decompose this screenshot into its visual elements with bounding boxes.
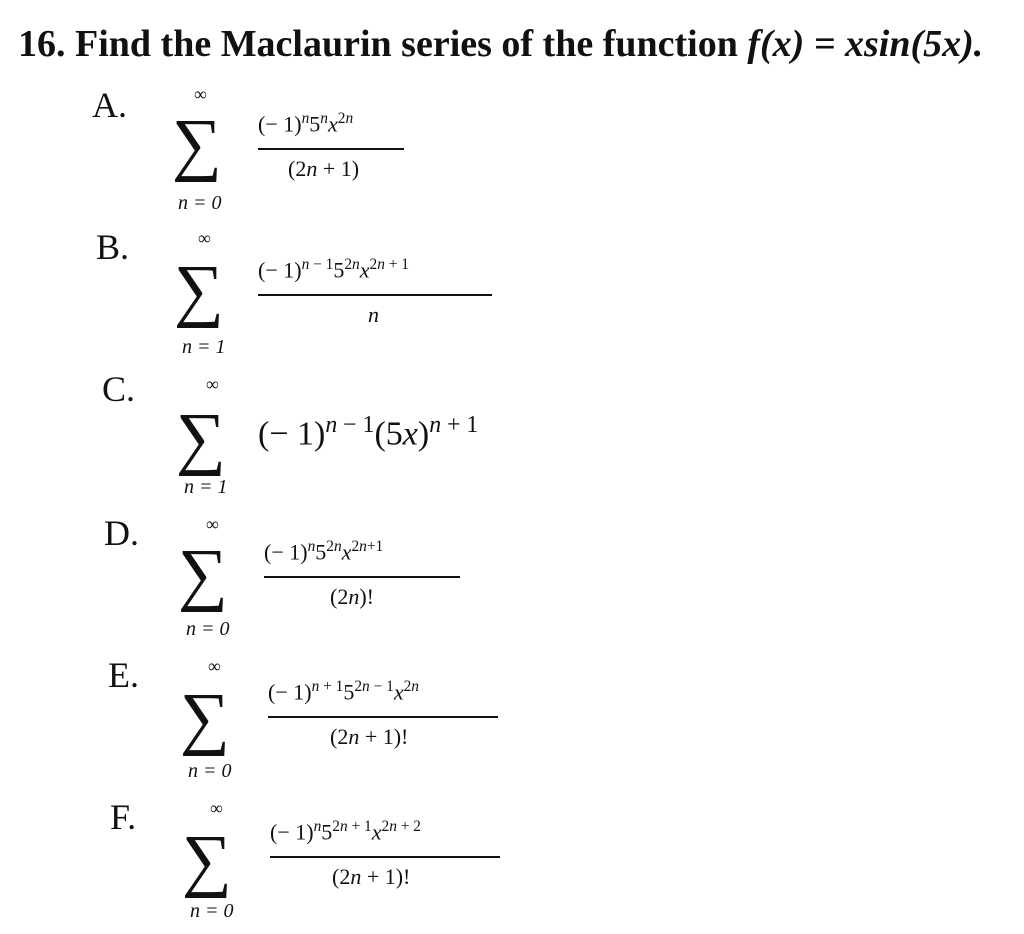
option-f-letter: F. <box>110 797 137 837</box>
option-d-lower: n = 0 <box>186 618 230 640</box>
option-c-term: (− $1)^{n - 1}(5x)^{n + 1}$ <box>258 412 479 453</box>
question-function: f(x) = xsin(5x). <box>747 23 984 65</box>
option-c-letter: C. <box>102 369 136 409</box>
option-e-sigma: ∑ <box>180 680 230 757</box>
option-f-upper: ∞ <box>210 798 223 818</box>
option-d-letter: D. <box>104 513 139 553</box>
option-a-sigma: ∑ <box>172 106 222 183</box>
question-number: 16. <box>18 23 66 65</box>
option-f-sigma: ∑ <box>182 822 232 899</box>
option-e-letter: E. <box>108 655 139 695</box>
option-e-upper: ∞ <box>208 656 221 676</box>
option-b-upper: ∞ <box>198 228 211 248</box>
option-b-sigma: ∑ <box>174 252 224 329</box>
option-a-letter: A. <box>92 85 127 125</box>
option-a-upper: ∞ <box>194 84 207 104</box>
option-b-letter: B. <box>96 227 130 267</box>
option-c-lower: n = 1 <box>184 476 228 498</box>
option-d-upper: ∞ <box>206 514 219 534</box>
option-c-sigma: ∑ <box>176 400 226 477</box>
option-b-lower: n = 1 <box>182 336 226 358</box>
option-c-upper: ∞ <box>206 374 219 394</box>
question-text: Find the Maclaurin series of the function <box>75 23 738 65</box>
question-header <box>18 22 983 66</box>
option-d-sigma: ∑ <box>178 536 228 613</box>
option-a-lower: n = 0 <box>178 192 222 214</box>
option-f-lower: n = 0 <box>190 900 234 922</box>
option-e-lower: n = 0 <box>188 760 232 782</box>
